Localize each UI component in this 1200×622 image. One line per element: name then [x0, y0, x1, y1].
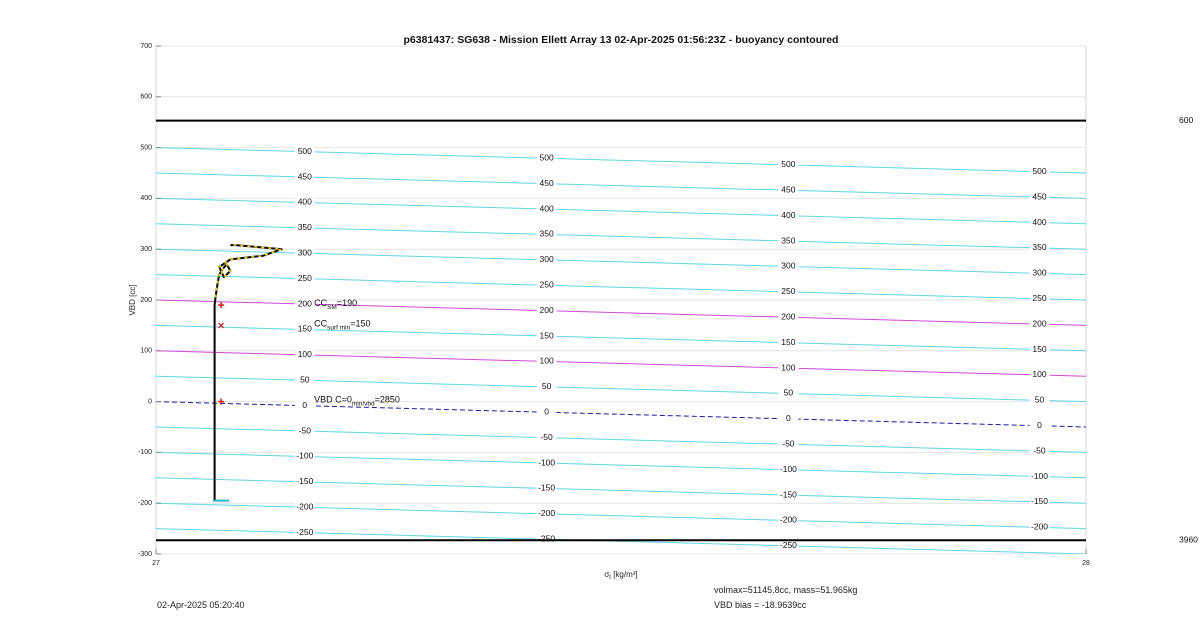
y-tick-label: 300 [140, 246, 152, 254]
x-axis-label: $\sigma_t$ [kg/m³] [604, 570, 638, 581]
limit-label: 600 [1179, 114, 1194, 125]
contour-label: 150 [1032, 343, 1047, 354]
contour-label: 200 [781, 311, 796, 322]
contour-label: -200 [779, 514, 797, 525]
contour-label: 500 [539, 152, 554, 163]
y-tick-label: 200 [140, 296, 152, 304]
contour-label: 500 [297, 145, 312, 156]
contour-label: 300 [781, 260, 796, 271]
contour-label: 0 [786, 413, 791, 424]
footer-vbd-bias: VBD bias = -18.9639cc [714, 600, 807, 610]
contour-label: 400 [297, 196, 312, 207]
x-tick-label: 28 [1082, 560, 1090, 567]
contour-label: 450 [297, 171, 312, 182]
contour-label: 350 [297, 222, 312, 233]
contour-label: -50 [1033, 445, 1046, 456]
contour-label: -200 [296, 501, 314, 512]
contour-label: 250 [1032, 292, 1047, 303]
y-tick-label: 500 [140, 144, 152, 152]
limit-label: 3960 [1179, 534, 1198, 545]
contour-label: -150 [538, 482, 556, 493]
contour-label: 0 [302, 399, 308, 410]
contour-label: 450 [781, 184, 796, 195]
contour-label: 450 [539, 177, 554, 188]
contour-label: -250 [538, 533, 556, 544]
contour-label: 100 [781, 362, 796, 373]
y-tick-label: -100 [137, 449, 152, 457]
contour-label: -200 [1030, 521, 1049, 532]
contour-label: 500 [781, 159, 796, 170]
y-tick-label: 600 [140, 93, 152, 101]
contour-label: -100 [538, 457, 556, 468]
contour-label: 50 [783, 387, 794, 398]
contour-label: 150 [297, 323, 312, 334]
profile-line [215, 245, 282, 501]
contour-label: 200 [539, 304, 554, 315]
contour-label: -50 [782, 438, 795, 449]
contour-label: 250 [781, 286, 796, 297]
contour-label: -50 [540, 431, 553, 442]
contour-label: 50 [300, 374, 310, 385]
contour-label: 500 [1032, 165, 1047, 176]
contour-label: 100 [1032, 369, 1047, 380]
contour-label: -150 [1030, 496, 1049, 507]
vbd-marker [218, 302, 224, 308]
contour-label: -200 [538, 508, 556, 519]
contour-label: -100 [296, 450, 314, 461]
y-tick-label: -200 [137, 500, 152, 508]
x-tick-label: 27 [152, 560, 160, 567]
contour-label: 400 [1032, 216, 1047, 227]
contour-label: -50 [298, 425, 311, 436]
marker-label: $CC_{surf min}=150$ [314, 318, 371, 332]
contour-label: 350 [1032, 242, 1047, 253]
chart-title: p6381437: SG638 - Mission Ellett Array 13 02-Apr-2025 01:56:23Z - buoyancy contoured [403, 34, 839, 46]
contour-label: 150 [539, 330, 554, 341]
contour-label: 200 [1032, 318, 1047, 329]
marker-label: VBD $C=0_{min/vbd}=2850$ [314, 394, 400, 408]
y-axis-label: VBD [cc] [128, 284, 137, 316]
contour-label: 300 [297, 247, 312, 258]
contour-label: -250 [779, 540, 797, 551]
y-tick-label: 0 [148, 398, 152, 406]
contour-label: -100 [779, 463, 797, 474]
contour-label: 350 [781, 235, 796, 246]
contour-label: 100 [297, 349, 312, 360]
contour-label: -150 [296, 476, 314, 487]
contour-label: 450 [1032, 191, 1047, 202]
contour-label: 50 [541, 381, 552, 392]
contour-label: -250 [296, 526, 314, 537]
contour-label: -150 [779, 489, 797, 500]
y-tick-label: 700 [140, 42, 152, 50]
contour-label: 300 [1032, 267, 1047, 278]
footer-timestamp: 02-Apr-2025 05:20:40 [157, 600, 245, 610]
contour-label: 400 [781, 209, 796, 220]
footer-volmax-mass: volmax=51145.8cc, mass=51.965kg [714, 585, 858, 595]
contour-label: 150 [781, 336, 796, 347]
contour-label: 0 [1037, 419, 1042, 430]
contour-label: 250 [297, 272, 312, 283]
contour-label: 250 [539, 279, 554, 290]
marker-label: $CC_{SM}=190$ [314, 298, 358, 312]
contour-label: -100 [1030, 470, 1049, 481]
contour-label: 300 [539, 254, 554, 265]
contour-label: 350 [539, 228, 554, 239]
contour-label: 0 [544, 406, 549, 417]
vbd-profile [213, 245, 282, 501]
contour-label: 100 [539, 355, 554, 366]
y-tick-label: -300 [137, 550, 152, 558]
y-tick-label: 400 [140, 195, 152, 203]
contour-label: 50 [1034, 394, 1045, 405]
contour-labels [295, 146, 1050, 551]
contour-label: 400 [539, 203, 554, 214]
y-tick-label: 100 [140, 347, 152, 355]
contour-label: 200 [297, 298, 312, 309]
